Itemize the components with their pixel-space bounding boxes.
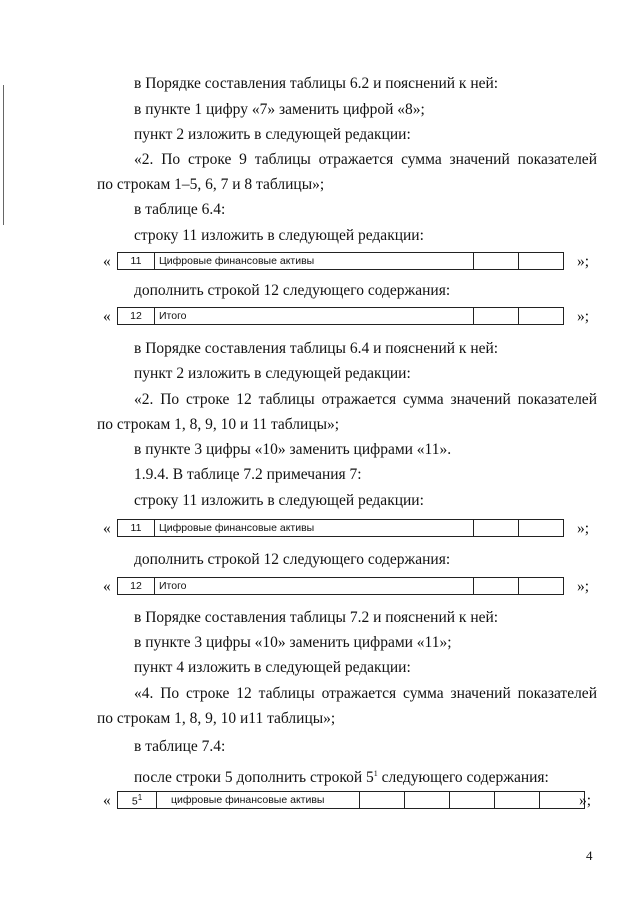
paragraph-line: «2. По строке 12 таблицы отражается сумма значений показателей	[134, 391, 597, 408]
table-row-block	[97, 307, 597, 327]
paragraph: дополнить строкой 12 следующего содержания:	[134, 551, 451, 568]
open-quote: «	[103, 792, 111, 809]
table-7-2-row-12	[117, 577, 564, 595]
table-7-2-row-11	[117, 519, 564, 537]
table-row-block	[97, 577, 597, 597]
paragraph: в пункте 3 цифры «10» заменить цифрами «11»;	[134, 634, 452, 651]
row-number-text: 5	[131, 795, 138, 808]
empty-cell	[450, 792, 495, 809]
paragraph: 1.9.4. В таблице 7.2 примечания 7:	[134, 466, 362, 483]
close-quote: »;	[577, 253, 590, 270]
paragraph-line: по строкам 1–5, 6, 7 и 8 таблицы»;	[97, 176, 325, 193]
table-7-4-row-5-1	[117, 791, 585, 809]
margin-line	[3, 85, 4, 225]
page-number: 4	[586, 848, 593, 863]
paragraph-line: «2. По строке 9 таблицы отражается сумма значений показателей	[134, 151, 597, 168]
row-number: 12	[118, 578, 155, 595]
paragraph: пункт 2 изложить в следующей редакции:	[134, 365, 411, 382]
empty-cell	[519, 253, 564, 270]
paragraph: в таблице 7.4:	[134, 738, 226, 755]
paragraph: строку 11 изложить в следующей редакции:	[134, 492, 424, 509]
empty-cell	[405, 792, 450, 809]
empty-cell	[474, 578, 519, 595]
row-number: 11	[118, 253, 155, 270]
paragraph: в пункте 1 цифру «7» заменить цифрой «8»;	[134, 101, 425, 118]
close-quote: »;	[577, 308, 590, 325]
paragraph-line: «4. По строке 12 таблицы отражается сумма значений показателей	[134, 685, 597, 702]
table-row-block	[97, 519, 597, 539]
table-row-block	[97, 791, 597, 811]
empty-cell	[540, 792, 585, 809]
row-label: Цифровые финансовые активы	[155, 520, 474, 537]
close-quote: »;	[577, 520, 590, 537]
table-row-block	[97, 252, 597, 272]
open-quote: «	[103, 253, 111, 270]
table-6-4-row-11	[117, 252, 564, 270]
empty-cell	[474, 253, 519, 270]
row-label: Цифровые финансовые активы	[155, 253, 474, 270]
open-quote: «	[103, 520, 111, 537]
paragraph-text: следующего содержания:	[377, 769, 549, 787]
row-label: Итого	[155, 578, 474, 595]
paragraph: в Порядке составления таблицы 7.2 и пояснений к ней:	[134, 609, 499, 626]
close-quote: »;	[579, 792, 592, 809]
paragraph: в Порядке составления таблицы 6.2 и пояснений к ней:	[134, 75, 499, 92]
table-6-4-row-12	[117, 307, 564, 325]
row-label: Итого	[155, 308, 474, 325]
empty-cell	[360, 792, 405, 809]
paragraph-line: по строкам 1, 8, 9, 10 и11 таблицы»;	[97, 710, 336, 727]
paragraph: в пункте 3 цифры «10» заменить цифрами «11».	[134, 441, 452, 458]
paragraph: пункт 4 изложить в следующей редакции:	[134, 659, 411, 676]
row-number	[118, 792, 157, 809]
paragraph: строку 11 изложить в следующей редакции:	[134, 227, 424, 244]
empty-cell	[519, 520, 564, 537]
empty-cell	[474, 520, 519, 537]
row-number: 12	[118, 308, 155, 325]
paragraph: пункт 2 изложить в следующей редакции:	[134, 126, 411, 143]
paragraph-line: по строкам 1, 8, 9, 10 и 11 таблицы»;	[97, 416, 340, 433]
open-quote: «	[103, 308, 111, 325]
paragraph: в Порядке составления таблицы 6.4 и пояснений к ней:	[134, 340, 499, 357]
empty-cell	[474, 308, 519, 325]
superscript: 1	[373, 769, 378, 778]
empty-cell	[519, 578, 564, 595]
empty-cell	[495, 792, 540, 809]
row-number: 11	[118, 520, 155, 537]
paragraph: дополнить строкой 12 следующего содержания:	[134, 282, 451, 299]
close-quote: »;	[577, 578, 590, 595]
open-quote: «	[103, 578, 111, 595]
row-label: цифровые финансовые активы	[157, 792, 360, 809]
superscript: 1	[137, 792, 143, 802]
empty-cell	[519, 308, 564, 325]
paragraph	[134, 765, 549, 787]
paragraph: в таблице 6.4:	[134, 201, 226, 218]
paragraph-text: после строки 5 дополнить строкой 5	[134, 769, 374, 787]
